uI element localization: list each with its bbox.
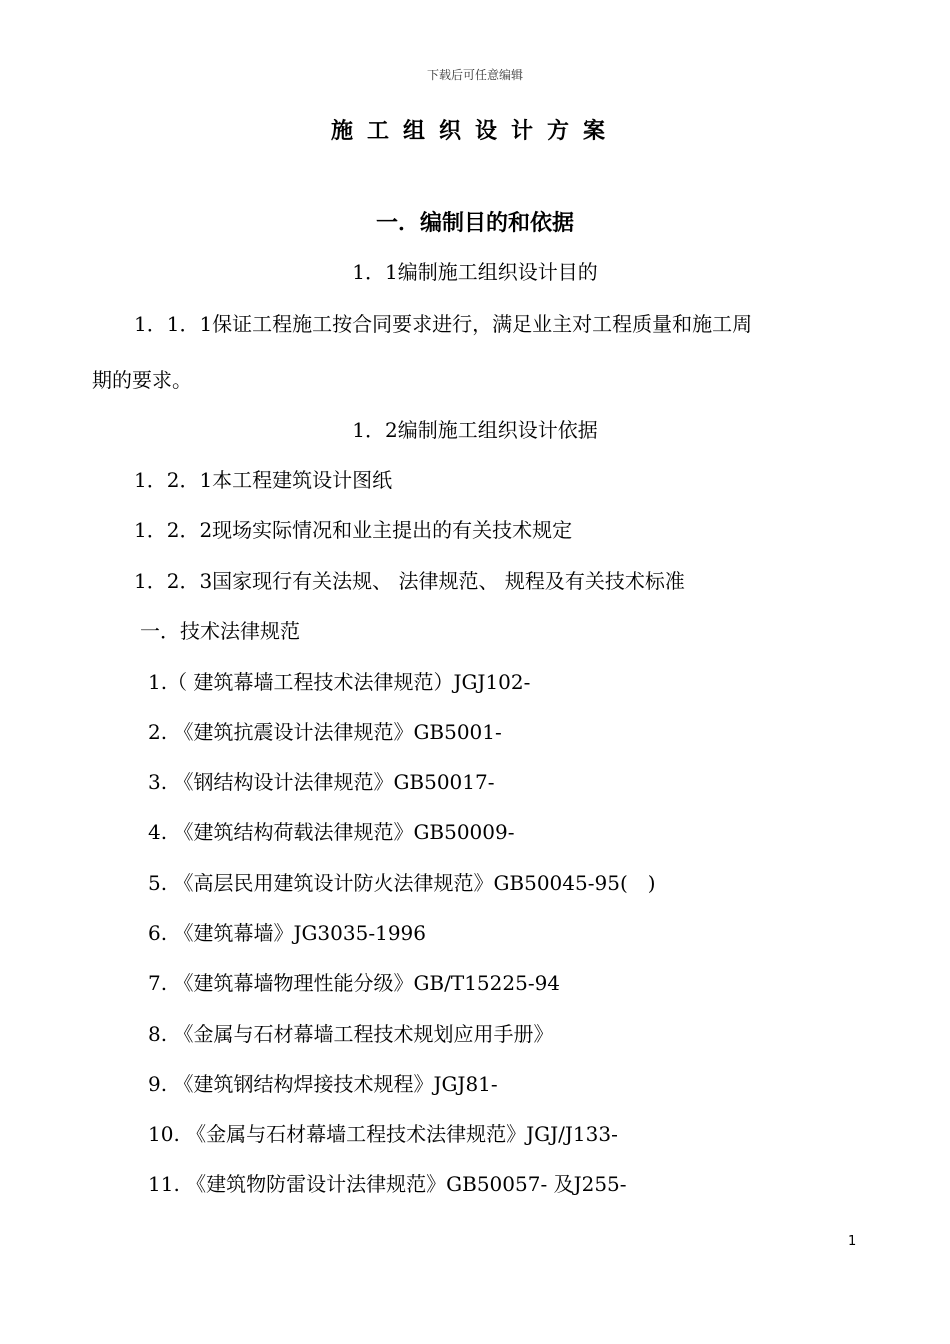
standard-item: 6. 《建筑幕墙》JG3035-1996 xyxy=(148,921,426,945)
item-1-2-1: 1．2．1本工程建筑设计图纸 xyxy=(134,468,393,492)
item-1-1-1-line-2: 期的要求。 xyxy=(92,368,192,392)
item-1-1-1-line-1: 1．1．1保证工程施工按合同要求进行，满足业主对工程质量和施工周 xyxy=(134,312,753,336)
standard-item: 10. 《金属与石材幕墙工程技术法律规范》JGJ/J133- xyxy=(148,1122,618,1146)
standards-heading: 一．技术法律规范 xyxy=(140,619,300,643)
standard-item: 7. 《建筑幕墙物理性能分级》GB/T15225-94 xyxy=(148,971,561,995)
standard-item: 11. 《建筑物防雷设计法律规范》GB50057- 及J255- xyxy=(148,1172,627,1196)
standard-item: 8. 《金属与石材幕墙工程技术规划应用手册》 xyxy=(148,1022,554,1046)
standard-item: 3. 《钢结构设计法律规范》GB50017- xyxy=(148,770,495,794)
standard-item: 9. 《建筑钢结构焊接技术规程》JGJ81- xyxy=(148,1072,498,1096)
section-heading: 一．编制目的和依据 xyxy=(375,211,574,236)
standard-item: 4. 《建筑结构荷载法律规范》GB50009- xyxy=(148,820,515,844)
subsection-heading-1-2: 1．2编制施工组织设计依据 xyxy=(352,418,598,442)
document-title: 施工组织设计方案 xyxy=(330,119,619,144)
standard-item: 1.（ 建筑幕墙工程技术法律规范）JGJ102- xyxy=(148,670,531,694)
header-note: 下载后可任意编辑 xyxy=(426,68,523,82)
standard-item: 5. 《高层民用建筑设计防火法律规范》GB50045-95( ) xyxy=(148,871,656,895)
item-1-2-3: 1．2．3国家现行有关法规、 法律规范、 规程及有关技术标准 xyxy=(134,569,685,593)
item-1-2-2: 1．2．2现场实际情况和业主提出的有关技术规定 xyxy=(134,518,573,542)
standard-item: 2. 《建筑抗震设计法律规范》GB5001- xyxy=(148,720,502,744)
subsection-heading-1-1: 1．1编制施工组织设计目的 xyxy=(352,260,598,284)
page-number: 1 xyxy=(848,1234,857,1249)
